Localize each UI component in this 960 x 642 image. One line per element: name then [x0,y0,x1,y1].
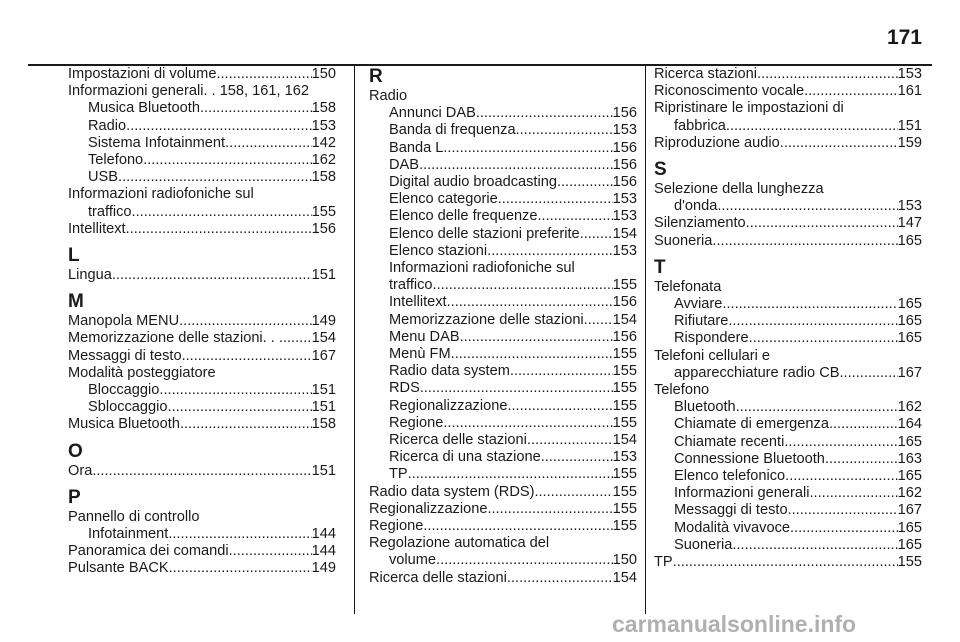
leader-dots [534,484,612,501]
leader-dots [825,451,898,468]
index-entry-page: 155 [612,500,637,517]
leader-dots [451,346,613,363]
leader-dots [722,296,897,313]
index-entry-label: Riproduzione audio [654,134,780,151]
leader-dots [443,415,612,432]
index-entry [369,312,637,329]
index-entry-label: traffico [389,277,433,294]
section-letter: O [68,440,83,462]
index-entry-label: Regione [369,518,424,535]
index-entry-label: Manopola MENU [68,313,180,330]
index-entry-label: Menu DAB [389,328,460,345]
index-entry-label: Banda di frequenza [389,122,516,139]
index-column-3 [654,66,922,571]
index-entry-label: Elenco delle frequenze [389,208,538,225]
index-entry-label: TP [654,554,673,571]
index-entry-label: Sbloccaggio [88,399,168,416]
leader-dots [419,157,613,174]
leader-dots [126,118,312,135]
leader-dots [829,416,898,433]
leader-dots [516,122,613,139]
index-entry-page: 154 [311,330,336,347]
index-entry-page: 144 [311,526,336,543]
index-entry-page: 155 [612,277,637,294]
index-entry-page: 153 [311,117,336,134]
leader-dots [757,66,898,83]
leader-dots [200,100,312,117]
leader-dots [179,313,312,330]
index-entry-label: Digital audio broadcasting [389,174,557,191]
index-entry-label: Musica Bluetooth [88,100,200,117]
index-entry-page: 165 [897,519,922,536]
leader-dots [717,198,897,215]
section-letter: R [369,66,383,87]
index-entry-label: Informazioni generali [674,485,810,502]
index-entry-label: Ricerca delle stazioni [389,432,527,449]
index-entry-label: fabbrica [674,117,726,134]
index-entry-label: Memorizzazione delle stazioni. . . [68,330,283,347]
index-heading: Pannello di controllo [68,508,200,525]
index-entry-label: DAB [389,156,420,173]
index-entry [654,451,922,468]
index-entry-label: Lingua [68,267,112,284]
index-heading: Regolazione automatica del [369,535,550,552]
leader-dots [840,365,898,382]
index-entry-label: Ricerca di una stazione [389,449,541,466]
leader-dots [216,66,311,83]
index-heading: Selezione della lunghezza [654,181,824,198]
index-entry [369,484,637,501]
leader-dots [487,243,612,260]
index-entry-page: 165 [897,296,922,313]
section-letter: S [654,159,667,181]
leader-dots [732,537,897,554]
index-entry-page: 153 [612,208,637,225]
index-entry-page: 150 [311,66,336,82]
index-entry [369,380,637,397]
leader-dots [118,169,312,186]
section-letter: L [68,245,80,267]
index-entry [654,399,922,416]
index-entry-label: Modalità vivavoce [674,519,790,536]
index-entry-page: 153 [612,449,637,466]
index-entry [369,501,637,518]
index-entry-page: 162 [897,399,922,416]
index-entry-label: Impostazioni di volume [68,66,217,82]
index-entry [654,233,922,250]
leader-dots [728,313,897,330]
index-entry [68,313,336,330]
index-entry-label: USB [88,169,119,186]
leader-dots [169,560,312,577]
index-entry [68,267,336,284]
page-number: 171 [886,26,922,49]
index-entry-label: Intellitext [389,294,447,311]
index-entry-label: Elenco telefonico [674,468,786,485]
index-entry-page: 156 [612,294,637,311]
index-entry-page: 153 [612,191,637,208]
index-entry [369,208,637,225]
index-entry [369,398,637,415]
index-entry-page: 162 [311,152,336,169]
index-entry-page: 156 [612,174,637,191]
leader-dots [92,463,311,480]
leader-dots [460,329,613,346]
column-divider [645,66,646,614]
index-entry [369,105,637,122]
index-entry [654,198,922,215]
index-entry-page: 153 [612,242,637,259]
index-entry-label: Messaggi di testo [674,502,788,519]
leader-dots [746,215,898,232]
index-entry-page: 167 [897,364,922,381]
index-entry-label: Pulsante BACK [68,560,169,577]
index-entry-label: Avviare [674,296,723,313]
index-entry [369,226,637,243]
index-entry-page: 155 [612,363,637,380]
leader-dots [736,399,898,416]
index-entry [369,191,637,208]
index-entry-page: 155 [612,466,637,483]
leader-dots [537,208,612,225]
index-entry-label: Radio data system [389,363,510,380]
index-entry [68,169,336,186]
index-entry-label: Chiamate di emergenza [674,416,829,433]
index-entry [654,365,922,382]
leader-dots [487,501,612,518]
index-entry-label: Connessione Bluetooth [674,450,825,467]
index-entry-page: 165 [897,330,922,347]
index-column-2 [369,66,637,587]
leader-dots [510,363,613,380]
index-entry [369,518,637,535]
section-letter: M [68,291,84,313]
index-entry-label: Regione [389,414,444,431]
watermark: carmanualsonline.info [612,611,857,637]
index-entry [654,313,922,330]
index-entry-page: 155 [612,380,637,397]
leader-dots [159,382,311,399]
index-entry-page: 151 [311,399,336,416]
leader-dots [784,434,897,451]
index-entry-page: 167 [311,347,336,364]
index-entry-label: Ricerca delle stazioni [369,569,507,586]
index-entry-page: 155 [311,203,336,220]
leader-dots [673,554,898,571]
index-column-1 [68,66,336,578]
index-entry [68,118,336,135]
index-entry-page: 165 [897,468,922,485]
index-entry [654,215,922,232]
column-divider [354,66,355,614]
index-entry-label: Bloccaggio [88,382,160,399]
index-entry [654,66,922,83]
index-entry-label: Elenco stazioni [389,242,488,259]
index-entry-page: 159 [897,134,922,151]
index-entry-label: Bluetooth [674,399,736,416]
index-entry [369,277,637,294]
index-entry [68,83,336,100]
index-entry-label: Menù FM [389,346,451,363]
index-entry-page: 156 [612,156,637,173]
leader-dots [433,277,613,294]
leader-dots [498,191,613,208]
index-entry [369,346,637,363]
index-entry-page: 158 [311,169,336,186]
leader-dots [420,380,613,397]
index-entry [654,118,922,135]
index-entry [654,416,922,433]
index-entry-page: 142 [311,134,336,151]
index-entry-label: apparecchiature radio CB [674,364,840,381]
leader-dots [584,226,613,243]
index-entry [654,468,922,485]
index-entry [68,348,336,365]
index-entry [654,554,922,571]
index-entry [369,174,637,191]
index-entry [68,416,336,433]
index-entry-page: 165 [897,232,922,249]
index-entry [68,204,336,221]
index-entry-label: Infotainment [88,526,169,543]
index-entry [369,449,637,466]
index-entry-label: Informazioni generali. . 158, 161, 162 [68,83,309,100]
index-entry-page: 156 [612,105,637,122]
index-entry-page: 149 [311,560,336,577]
index-entry-label: Suoneria [654,232,713,249]
index-entry-page: 155 [612,483,637,500]
leader-dots [225,135,312,152]
index-entry [369,243,637,260]
index-entry-page: 154 [612,569,637,586]
leader-dots [785,468,897,485]
leader-dots [749,330,898,347]
leader-dots [712,233,897,250]
leader-dots [809,485,897,502]
index-entry [369,329,637,346]
index-heading: Telefonata [654,278,722,295]
leader-dots [112,267,312,284]
leader-dots [229,543,312,560]
index-entry-label: Messaggi di testo [68,347,182,364]
index-entry-page: 165 [897,433,922,450]
index-entry-label: Intellitext [68,220,126,237]
index-entry-label: Elenco categorie [389,191,498,208]
index-entry [654,296,922,313]
index-entry-label: Rifiutare [674,313,729,330]
index-entry [68,135,336,152]
index-entry [369,415,637,432]
index-entry-page: 155 [612,518,637,535]
index-entry [654,83,922,100]
index-entry [654,434,922,451]
index-entry-page: 155 [612,397,637,414]
leader-dots [804,83,898,100]
index-entry-page: 164 [897,416,922,433]
index-entry [68,526,336,543]
index-entry-page: 165 [897,313,922,330]
index-entry-label: Panoramica dei comandi [68,543,229,560]
leader-dots [726,118,898,135]
index-entry-page: 167 [897,502,922,519]
leader-dots [168,399,312,416]
index-entry [369,140,637,157]
leader-dots [780,135,898,152]
index-entry [369,122,637,139]
index-entry-label: Regionalizzazione [369,500,488,517]
leader-dots [143,152,311,169]
index-heading: Modalità posteggiatore [68,364,216,381]
index-heading: Informazioni radiofoniche sul [68,186,254,203]
index-entry-label: Memorizzazione delle stazioni [389,311,584,328]
leader-dots [507,398,612,415]
index-entry [68,100,336,117]
index-entry-label: Elenco delle stazioni preferite. [389,225,584,242]
index-entry [68,463,336,480]
index-entry [369,363,637,380]
leader-dots [132,204,312,221]
leader-dots [507,570,613,587]
index-entry [68,382,336,399]
index-entry-label: Sistema Infotainment [88,134,226,151]
index-entry-page: 153 [897,66,922,82]
leader-dots [476,105,613,122]
index-entry-label: RDS [389,380,420,397]
index-entry-label: traffico [88,203,132,220]
index-entry-page: 147 [897,215,922,232]
index-entry [68,399,336,416]
index-entry-label: Riconoscimento vocale [654,83,805,100]
index-entry [68,543,336,560]
leader-dots [557,174,613,191]
index-entry [654,330,922,347]
leader-dots [182,348,312,365]
index-entry-page: 163 [897,450,922,467]
section-letter: P [68,486,81,508]
index-entry-page: 154 [612,311,637,328]
index-entry-page: 153 [612,122,637,139]
index-entry-page: 161 [897,83,922,100]
index-entry-page: 158 [311,100,336,117]
index-heading: Radio [369,88,408,104]
index-heading: Informazioni radiofoniche sul [389,260,575,277]
index-entry-page: 151 [311,267,336,284]
leader-dots [527,432,613,449]
index-entry-page: 153 [897,198,922,215]
index-entry-page: 156 [311,220,336,237]
leader-dots [790,520,898,537]
index-entry-label: Telefono [88,152,144,169]
index-entry-page: 165 [897,536,922,553]
index-entry [68,560,336,577]
index-entry-label: Chiamate recenti [674,433,785,450]
index-entry [68,330,336,347]
leader-dots [168,526,311,543]
section-letter: T [654,256,666,278]
leader-dots [788,502,898,519]
leader-dots [283,330,312,347]
index-entry-page: 162 [897,485,922,502]
leader-dots [423,518,612,535]
leader-dots [408,466,613,483]
index-entry [369,294,637,311]
index-entry [654,485,922,502]
index-heading: Ripristinare le impostazioni di [654,100,844,117]
index-entry-label: volume [389,552,437,569]
index-entry-page: 151 [311,462,336,479]
index-entry [369,432,637,449]
index-entry-page: 144 [311,543,336,560]
index-entry-label: Musica Bluetooth [68,416,180,433]
index-heading: Telefoni cellulari e [654,347,771,364]
index-entry-label: d'onda [674,198,718,215]
index-entry-page: 154 [612,225,637,242]
leader-dots [436,552,613,569]
leader-dots [584,312,613,329]
index-entry [68,221,336,238]
index-entry-label: Radio data system (RDS) [369,483,535,500]
leader-dots [180,416,312,433]
index-entry-page: 150 [612,552,637,569]
index-entry [369,552,637,569]
index-entry [654,537,922,554]
index-entry-label: Annunci DAB [389,105,476,122]
index-entry-page: 158 [311,416,336,433]
index-entry-page: 154 [612,432,637,449]
index-entry-page: 155 [612,346,637,363]
index-entry-label: Ricerca stazioni [654,66,758,82]
index-entry [68,152,336,169]
index-entry-page: 155 [612,414,637,431]
index-heading: Telefono [654,382,710,399]
index-entry [369,466,637,483]
index-entry-label: Regionalizzazione [389,397,508,414]
index-entry-label: Suoneria [674,536,733,553]
index-entry-label: Ora [68,462,93,479]
index-entry [369,570,637,587]
leader-dots [447,294,613,311]
index-entry-label: Radio [88,117,127,134]
index-entry [68,66,336,83]
leader-dots [443,140,612,157]
index-entry [369,157,637,174]
leader-dots [126,221,312,238]
index-entry-label: Rispondere [674,330,749,347]
index-entry-page: 155 [897,554,922,571]
index-entry-page: 151 [897,117,922,134]
index-entry-page: 156 [612,328,637,345]
index-entry-page: 151 [311,382,336,399]
index-entry-label: Banda L [389,139,444,156]
index-entry-label: Silenziamento [654,215,746,232]
index-entry [654,520,922,537]
index-entry-page: 149 [311,313,336,330]
index-entry-page: 156 [612,139,637,156]
index-entry [654,135,922,152]
index-entry-label: TP [389,466,408,483]
index-entry [654,502,922,519]
leader-dots [541,449,613,466]
